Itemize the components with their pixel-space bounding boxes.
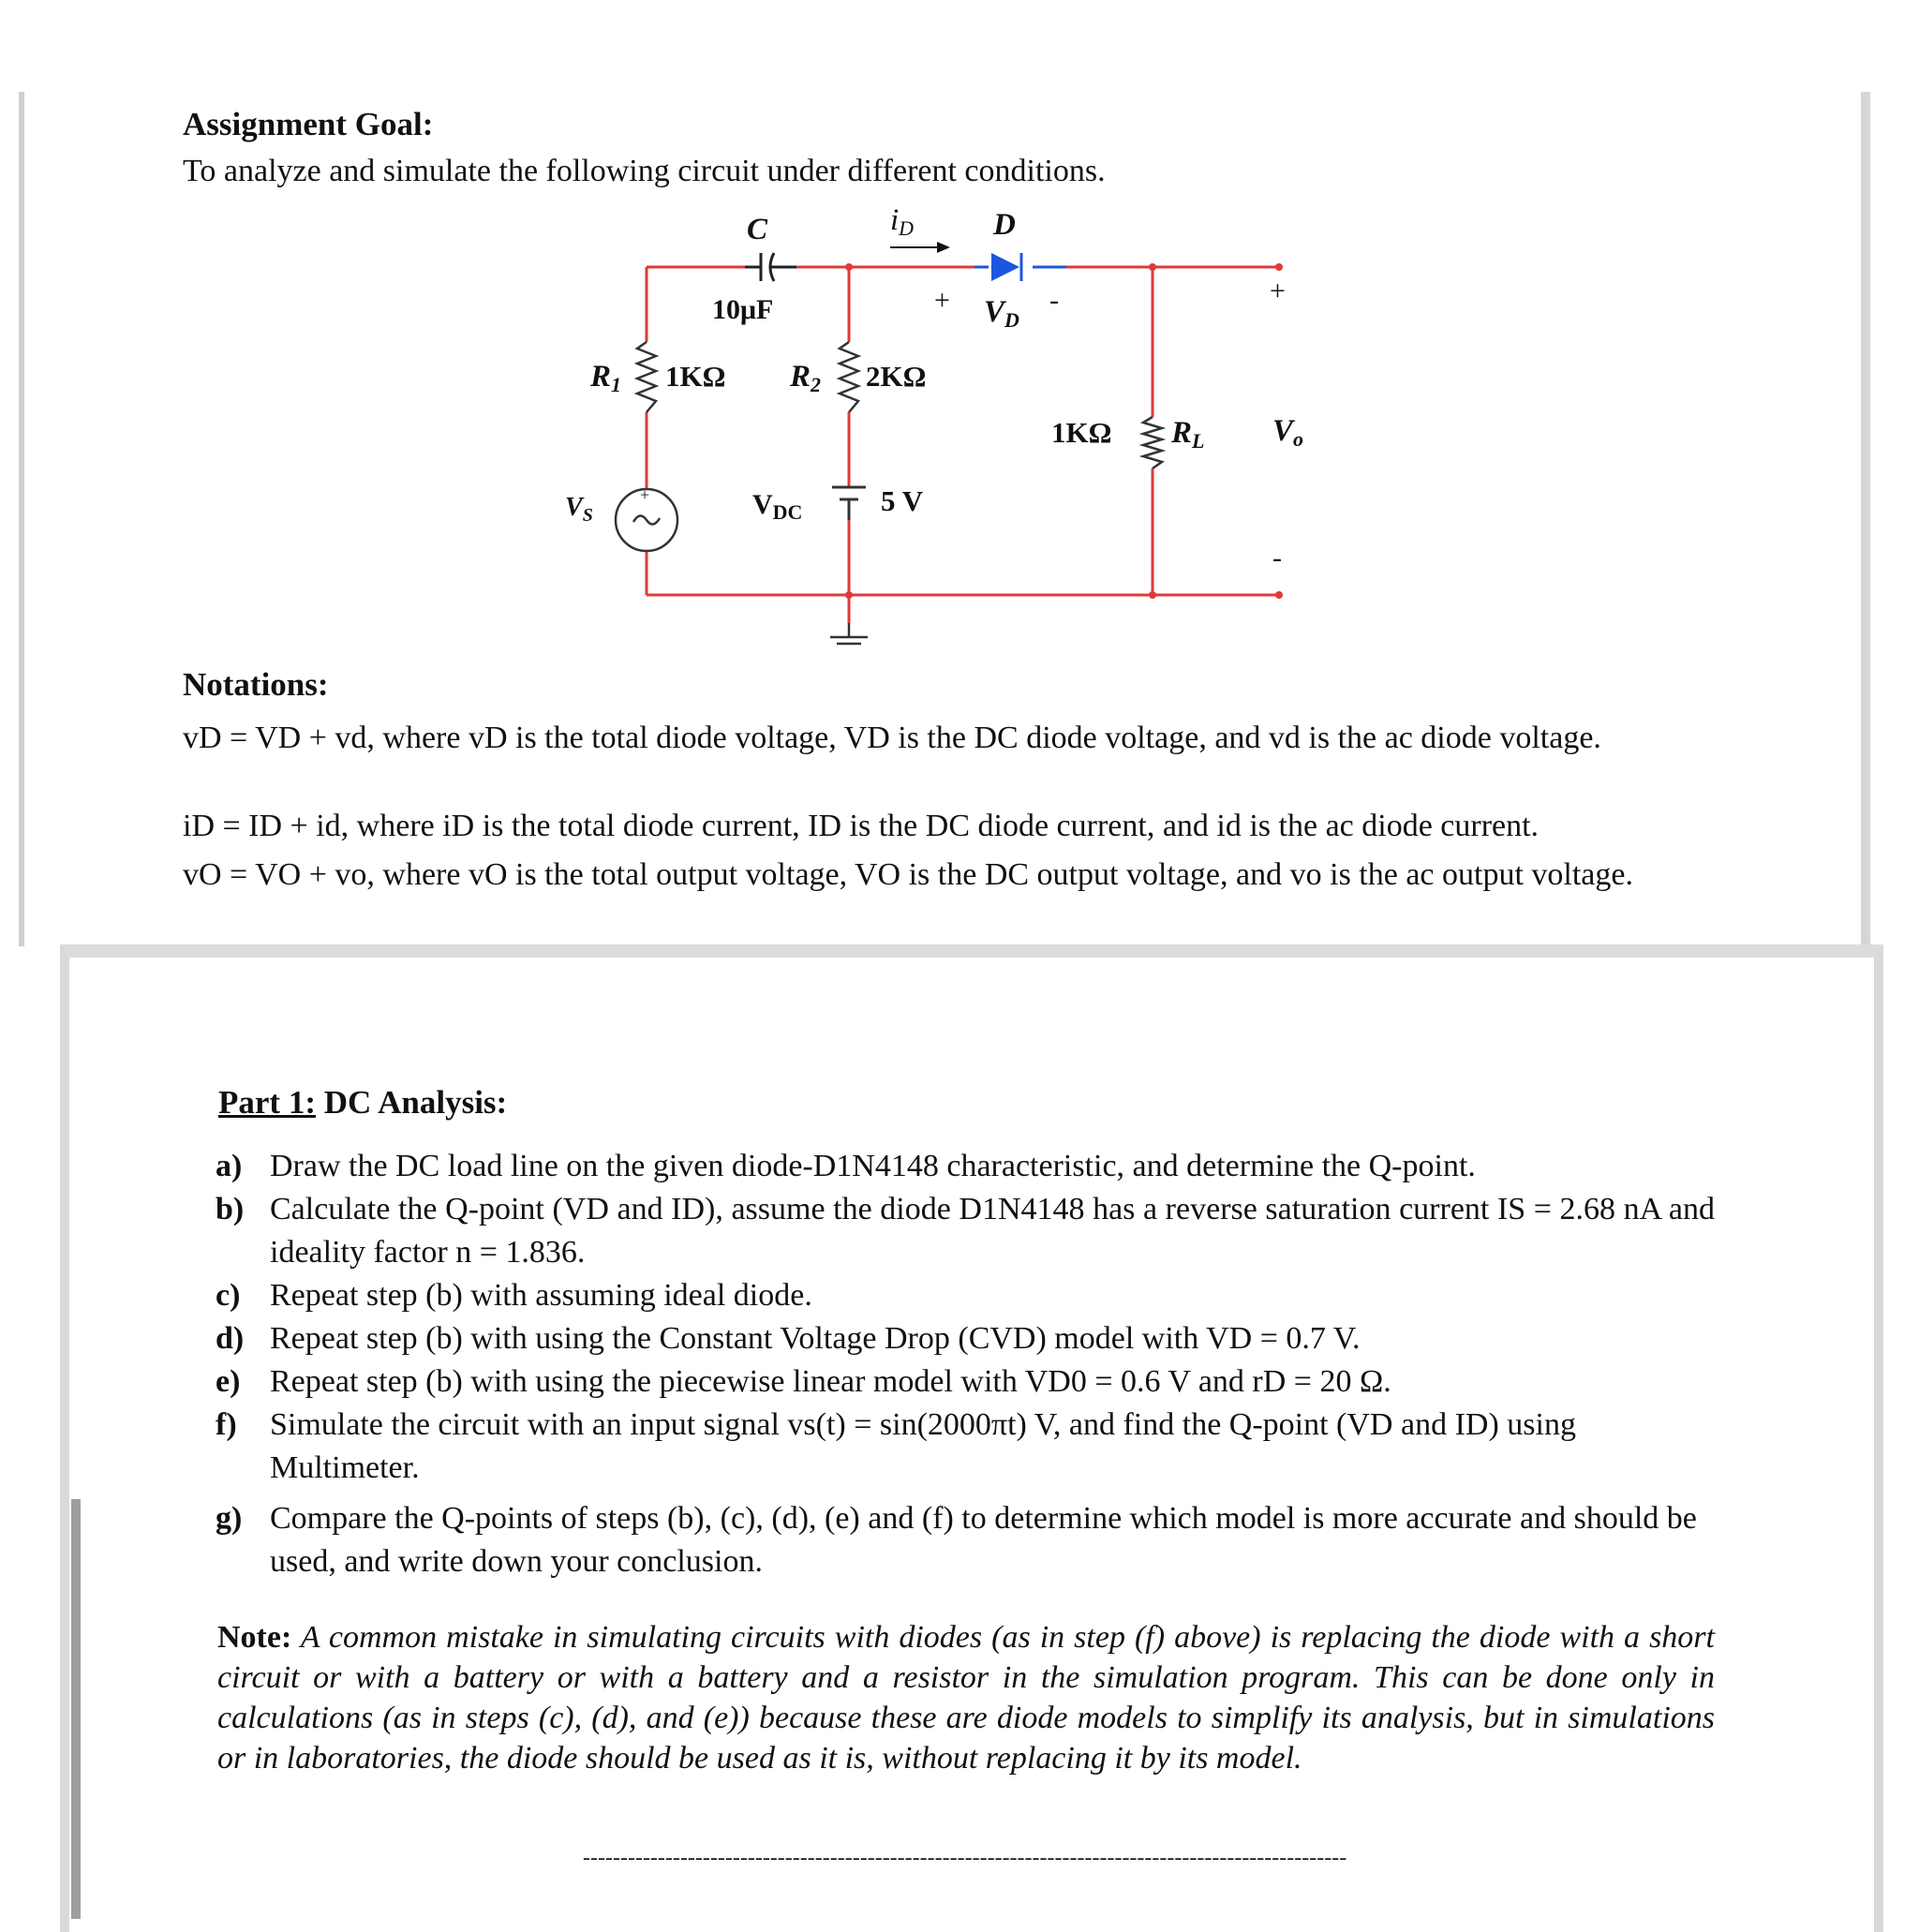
part1-heading: Part 1: DC Analysis: bbox=[218, 1084, 508, 1121]
capacitor-label: C bbox=[747, 213, 768, 246]
list-item-c: c) Repeat step (b) with assuming ideal diode. bbox=[216, 1278, 812, 1313]
current-label: iD bbox=[890, 203, 915, 240]
part1-list bbox=[216, 1145, 1715, 1583]
note-paragraph: Note: A common mistake in simulating circuits with diodes (as in step (f) above) is replacing the diode with a short circuit or with a battery or with a battery and a resistor in the simulation program. This can be done only in calculations (as in steps (c), (d), and (e)) because these are diode models to simplify its analysis, but in simulations or in laboratories, the diode should be used as it is, without replacing it by its model. bbox=[217, 1620, 1715, 1776]
notations-heading: Notations: bbox=[183, 666, 329, 703]
notation-line-1: vD = VD + vd, where vD is the total diode voltage, VD is the DC diode voltage, and vd is the ac diode voltage. bbox=[183, 721, 1601, 755]
vd-label: VD bbox=[984, 295, 1019, 332]
r1-label: R1 bbox=[590, 360, 622, 396]
vdc-value: 5 V bbox=[881, 484, 924, 517]
capacitor-symbol bbox=[745, 253, 796, 281]
r2-value: 2KΩ bbox=[866, 360, 927, 393]
vo-label: Vo bbox=[1272, 414, 1304, 451]
rl-label: RL bbox=[1171, 416, 1205, 453]
current-arrow bbox=[890, 242, 950, 253]
vd-minus: - bbox=[1049, 285, 1059, 316]
list-item-g: g) Compare the Q-points of steps (b), (c), (d), (e) and (f) to determine which model is more accurate and should be used, and write down your conclusion. bbox=[216, 1501, 1697, 1579]
ground-symbol bbox=[830, 623, 868, 646]
list-item-a: a) Draw the DC load line on the given diode-D1N4148 characteristic, and determine the Q-point. bbox=[216, 1149, 1476, 1183]
vs-label: $V_S$ bbox=[565, 493, 593, 526]
dc-source bbox=[832, 487, 866, 520]
notation-line-3: vO = VO + vo, where vO is the total output voltage, VO is the DC output voltage, and vo is the ac output voltage. bbox=[183, 857, 1633, 892]
vo-plus: + bbox=[1270, 275, 1286, 306]
vd-plus: + bbox=[934, 285, 950, 316]
vdc-label: $V_{DC}$ bbox=[752, 489, 803, 524]
r2-label: R2 bbox=[790, 360, 822, 396]
scroll-indicator bbox=[71, 1499, 81, 1919]
diode-symbol bbox=[991, 253, 1021, 281]
vo-minus: - bbox=[1272, 542, 1282, 573]
list-item-f: f) Simulate the circuit with an input signal vs(t) = sin(2000πt) V, and find the Q-point (VD and ID) using Multimeter. bbox=[216, 1407, 1576, 1485]
circuit-diagram bbox=[525, 197, 1368, 646]
diode-label: D bbox=[993, 208, 1016, 242]
notation-line-2: iD = ID + id, where iD is the total diode current, ID is the DC diode current, and id is the ac diode current. bbox=[183, 809, 1540, 843]
rl-value: 1KΩ bbox=[1051, 416, 1112, 449]
list-item-d: d) Repeat step (b) with using the Constant Voltage Drop (CVD) model with VD = 0.7 V. bbox=[216, 1321, 1361, 1356]
r1-value: 1KΩ bbox=[665, 360, 726, 393]
assignment-goal-text: To analyze and simulate the following circuit under different conditions. bbox=[183, 154, 1106, 188]
capacitor-value: 10μF bbox=[712, 294, 774, 325]
source-plus: + bbox=[640, 485, 650, 504]
list-item-b: b) Calculate the Q-point (VD and ID), assume the diode D1N4148 has a reverse saturation current IS = 2.68 nA and ideality factor n = 1.836. bbox=[216, 1192, 1715, 1270]
list-item-e: e) Repeat step (b) with using the piecewise linear model with VD0 = 0.6 V and rD = 20 Ω. bbox=[216, 1364, 1391, 1399]
assignment-goal-heading: Assignment Goal: bbox=[183, 106, 434, 142]
separator-line: ------------------------------------------------------------------------------------------------------ bbox=[583, 1846, 1347, 1870]
